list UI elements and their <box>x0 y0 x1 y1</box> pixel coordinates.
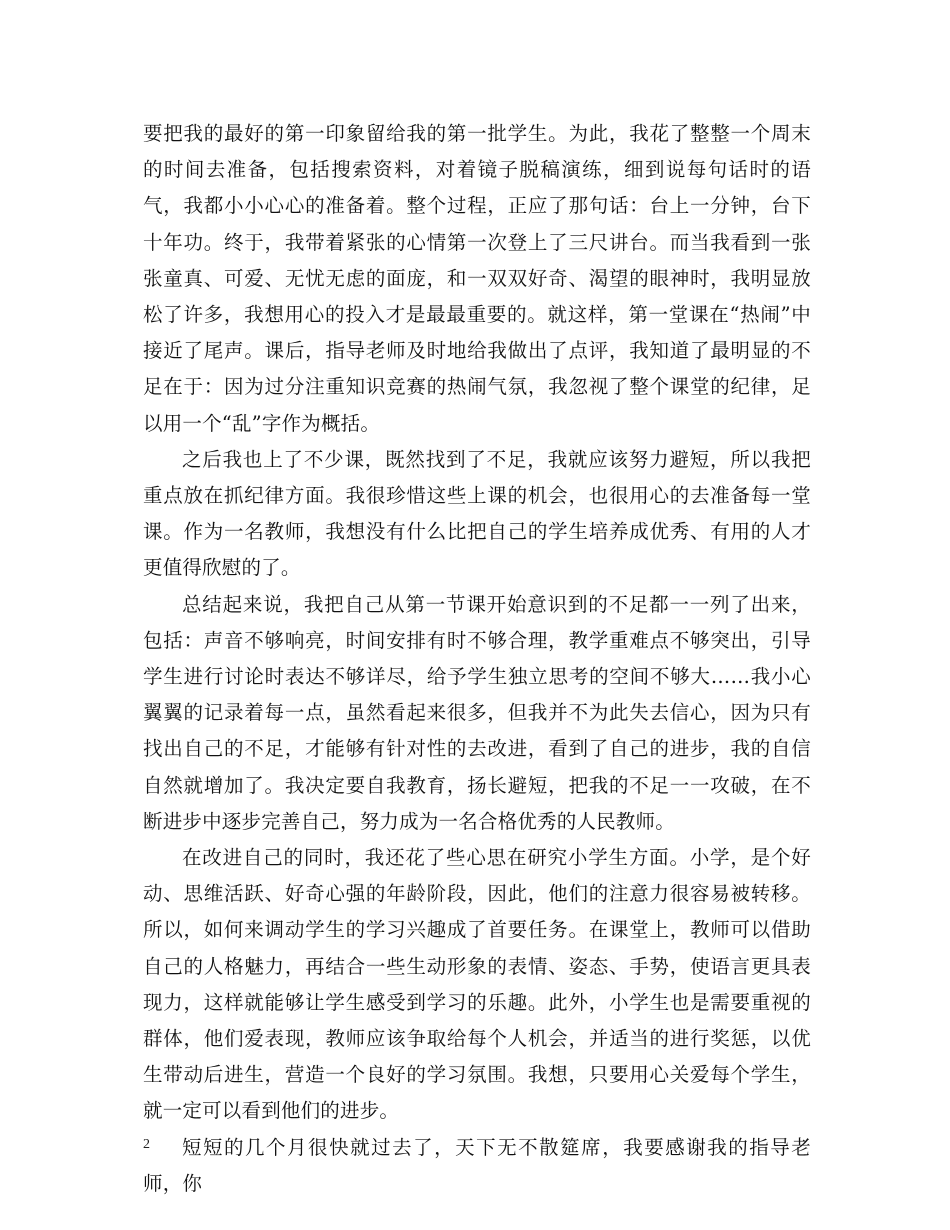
paragraph-1: 要把我的最好的第一印象留给我的第一批学生。为此，我花了整整一个周末的时间去准备，包括搜索资料，对着镜子脱稿演练，细到说每句话时的语气，我都小小心心的准备着。整个过程，正应了那句话：台上一分钟，台下十年功。终于，我带着紧张的心情第一次登上了三尺讲台。而当我看到一张张童真、可爱、无忧无虑的面庞，和一双双好奇、渴望的眼神时，我明显放松了许多，我想用心的投入才是最最重要的。就这样，第一堂课在“热闹”中接近了尾声。课后，指导老师及时地给我做出了点评，我知道了最明显的不足在于：因为过分注重知识竞赛的热闹气氛，我忽视了整个课堂的纪律，足以用一个“乱”字作为概括。 <box>143 122 811 435</box>
paragraph-3: 总结起来说，我把自己从第一节课开始意识到的不足都一一列了出来，包括：声音不够响亮，时间安排有时不够合理，教学重难点不够突出，引导学生进行讨论时表达不够详尽，给予学生独立思考的空间不够大……我小心翼翼的记录着每一点，虽然看起来很多，但我并不为此失去信心，因为只有找出自己的不足，才能够有针对性的去改进，看到了自己的进步，我的自信自然就增加了。我决定要自我教育，扬长避短，把我的不足一一攻破，在不断进步中逐步完善自己，努力成为一名合格优秀的人民教师。 <box>143 592 811 833</box>
page-number: 2 <box>143 1137 150 1152</box>
paragraph-4: 在改进自己的同时，我还花了些心思在研究小学生方面。小学，是个好动、思维活跃、好奇心强的年龄阶段，因此，他们的注意力很容易被转移。所以，如何来调动学生的学习兴趣成了首要任务。在课堂上，教师可以借助自己的人格魅力，再结合一些生动形象的表情、姿态、手势，使语言更具表现力，这样就能够让学生感受到学习的乐趣。此外，小学生也是需要重视的群体，他们爱表现，教师应该争取给每个人机会，并适当的进行奖惩，以优生带动后进生，营造一个良好的学习氛围。我想，只要用心关爱每个学生，就一定可以看到他们的进步。 <box>143 846 811 1123</box>
paragraph-2: 之后我也上了不少课，既然找到了不足，我就应该努力避短，所以我把重点放在抓纪律方面。我很珍惜这些上课的机会，也很用心的去准备每一堂课。作为一名教师，我想没有什么比把自己的学生培养成优秀、有用的人才更值得欣慰的了。 <box>143 447 811 580</box>
paragraph-5: 短短的几个月很快就过去了，天下无不散筵席，我要感谢我的指导老师，你 <box>143 1135 811 1195</box>
body-text <box>143 116 811 1202</box>
